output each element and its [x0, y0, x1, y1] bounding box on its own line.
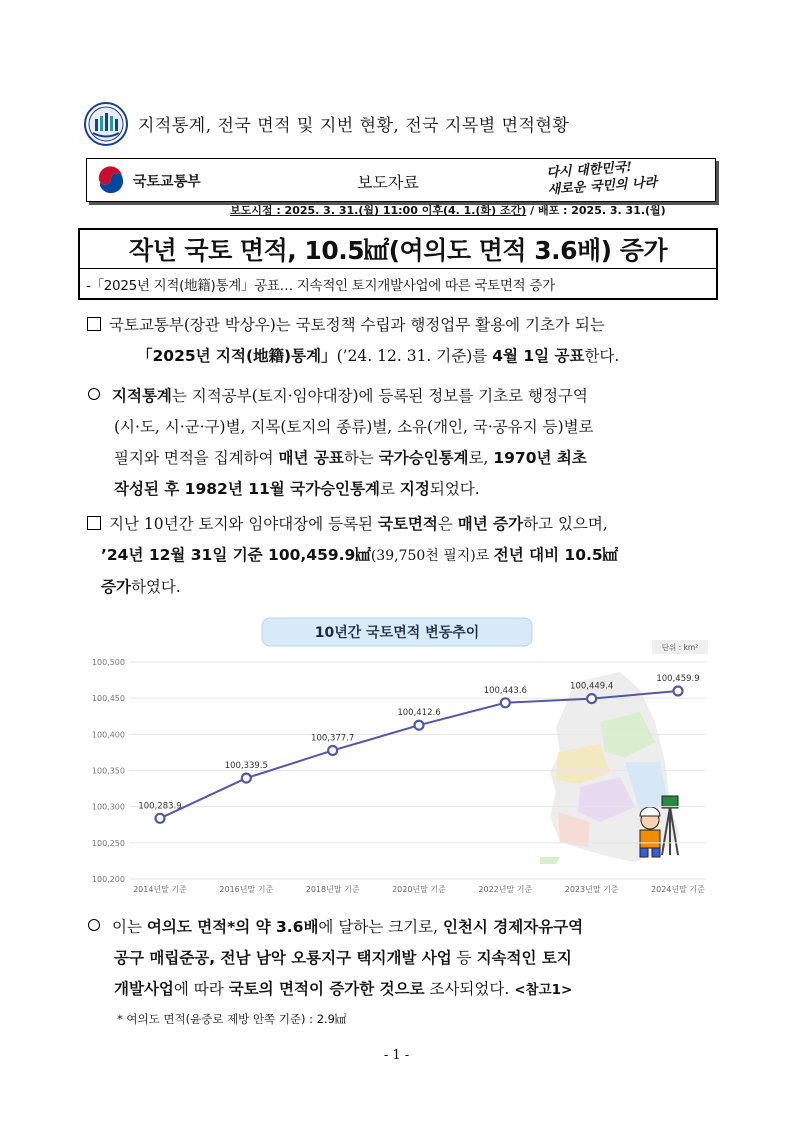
paragraph-3 [87, 509, 618, 603]
text: 는 지적공부(토지·임야대장)에 등록된 정보를 기초로 행정구역 [171, 387, 588, 405]
bold-text: 공구 매립준공, 전남 남악 오룡지구 택지개발 사업 [114, 949, 452, 967]
data-point [328, 746, 337, 755]
top-header [84, 102, 704, 146]
circle-bullet-icon [88, 919, 100, 931]
data-point [674, 687, 683, 696]
paragraph-4 [88, 912, 583, 1006]
data-point [501, 698, 510, 707]
x-tick-label: 2016년말 기준 [219, 885, 274, 894]
paragraph-2-line-2: (시·도, 시·군·구)별, 지목(토지의 종류)별, 소유(개인, 국·공유지 등)별로 [114, 418, 594, 436]
data-label: 100,283.9 [138, 801, 182, 812]
paragraph-4-line-2 [88, 943, 583, 974]
text: 하는 [343, 449, 379, 467]
release-time: 보도시점 : 2025. 3. 31.(월) 11:00 이후(4. 1.(화) 조간) [230, 204, 527, 217]
y-tick-label: 100,450 [91, 694, 125, 704]
data-point [156, 814, 165, 823]
bold-text: 개발사업 [114, 980, 174, 998]
y-tick-label: 100,250 [91, 838, 125, 848]
bold-text: 작성된 후 1982년 11월 국가승인통계 [114, 480, 380, 498]
bold-text: 「2025년 지적(地籍)통계」 [137, 347, 337, 365]
text: 이는 [112, 918, 147, 936]
text: 필지와 면적을 집계하여 [114, 449, 279, 467]
chart-svg [80, 612, 716, 902]
paragraph-1 [87, 310, 619, 372]
paragraph-4-line-1 [88, 912, 583, 943]
text: 에 달하는 크기로, [318, 918, 443, 936]
bold-text: 국가승인통계 [378, 449, 469, 467]
y-tick-label: 100,350 [91, 766, 125, 776]
square-bullet-icon [87, 516, 101, 530]
paragraph-1-line-2 [87, 341, 619, 372]
text: 되었다. [429, 480, 480, 498]
bold-text: 증가 [101, 578, 131, 596]
document-title: 지적통계, 전국 면적 및 지번 현황, 전국 지목별 면적현황 [138, 116, 570, 136]
headline: 작년 국토 면적, 10.5㎢(여의도 면적 3.6배) 증가 [128, 236, 668, 265]
x-tick-label: 2022년말 기준 [478, 885, 533, 894]
bold-text: 지정 [399, 480, 430, 498]
page-number: - 1 - [383, 1048, 410, 1063]
area-trend-chart [80, 612, 716, 902]
text: 에 따라 [173, 980, 229, 998]
ministry-name: 국토교통부 [133, 174, 201, 190]
text: 조사되었다. [424, 980, 515, 998]
square-bullet-icon [87, 317, 101, 331]
bold-text: 인천시 경제자유구역 [442, 918, 584, 936]
text: 한다. [584, 347, 620, 365]
paragraph-3-line-3 [87, 572, 618, 603]
paragraph-2 [88, 381, 594, 505]
bold-text: ’24년 12월 31일 기준 100,459.9㎢ [101, 546, 371, 564]
data-label: 100,449.4 [570, 681, 614, 692]
bold-text: 지적통계 [112, 387, 172, 405]
text: 은 [437, 515, 458, 533]
taegeuk-logo-icon [95, 165, 127, 195]
reference-tag: <참고1> [514, 982, 573, 998]
chart-title: 10년간 국토면적 변동추이 [314, 625, 480, 641]
headline-divider [80, 268, 716, 269]
y-tick-label: 100,200 [91, 875, 125, 884]
bold-text: 지속적인 토지 [476, 949, 572, 967]
unit-label: 단위 : km² [661, 643, 699, 652]
bold-text: 국토면적 [377, 515, 438, 533]
paragraph-2-line-3 [88, 443, 594, 474]
circle-bullet-icon [88, 388, 100, 400]
data-point [242, 774, 251, 783]
x-tick-label: 2014년말 기준 [133, 885, 187, 894]
data-label: 100,377.7 [311, 733, 355, 744]
paragraph-3-line-1 [87, 509, 618, 540]
headline-box [78, 228, 718, 300]
y-tick-label: 100,500 [91, 658, 125, 667]
paragraph-2-line-4 [88, 474, 594, 505]
text: 지난 10년간 토지와 임야대장에 등록된 [109, 515, 378, 533]
paragraph-3-line-2 [87, 540, 618, 572]
text: (’24. 12. 31. 기준)를 [336, 347, 493, 365]
data-label: 100,459.9 [656, 674, 700, 685]
national-seal-icon [84, 102, 128, 146]
release-info [230, 202, 666, 218]
data-label: 100,412.6 [397, 708, 441, 719]
subheadline: -「2025년 지적(地籍)통계」공표… 지속적인 토지개발사업에 따른 국토면적 증가 [86, 278, 555, 294]
x-tick-label: 2024년말 기준 [651, 885, 705, 894]
press-release-box [86, 158, 716, 202]
bold-text: 매년 증가 [457, 515, 524, 533]
distribution-date: / 배포 : 2025. 3. 31.(월) [526, 204, 666, 217]
y-tick-label: 100,300 [91, 802, 125, 812]
footnote: * 여의도 면적(윤중로 제방 안쪽 기준) : 2.9㎢ [117, 1012, 347, 1026]
x-tick-label: 2018년말 기준 [305, 885, 360, 894]
slogan-line-1: 다시 대한민국! [546, 159, 633, 181]
data-label: 100,339.5 [224, 761, 268, 772]
bold-text: 여의도 면적*의 약 3.6배 [146, 918, 319, 936]
paragraph-2-line-1 [88, 381, 594, 412]
bold-text: 국토의 면적이 증가한 것으로 [228, 980, 425, 998]
text: 하고 있으며, [523, 515, 608, 533]
bold-text: 매년 공표 [278, 449, 344, 467]
y-tick-label: 100,400 [91, 730, 125, 740]
bold-text: 1970년 최초 [493, 449, 587, 467]
text: 등 [451, 949, 477, 967]
text: 국토교통부(장관 박상우)는 국토정책 수립과 행정업무 활용에 기초가 되는 [109, 316, 605, 334]
data-point [587, 694, 596, 703]
text: 로, [468, 449, 494, 467]
slogan [546, 157, 658, 199]
text: (39,750천 필지)로 [370, 548, 494, 564]
bold-text: 4월 1일 공표 [492, 347, 585, 365]
text: 로 [379, 480, 400, 498]
x-tick-label: 2023년말 기준 [564, 885, 619, 894]
press-release-label: 보도자료 [357, 173, 419, 192]
paragraph-4-line-3 [88, 974, 583, 1006]
data-label: 100,443.6 [483, 685, 527, 696]
text: 하였다. [130, 578, 181, 596]
paragraph-1-line-1 [87, 310, 619, 341]
x-tick-label: 2020년말 기준 [392, 885, 446, 894]
data-point [415, 721, 424, 730]
bold-text: 전년 대비 10.5㎢ [493, 546, 619, 564]
slogan-line-2: 새로운 국민의 나라 [547, 175, 658, 198]
